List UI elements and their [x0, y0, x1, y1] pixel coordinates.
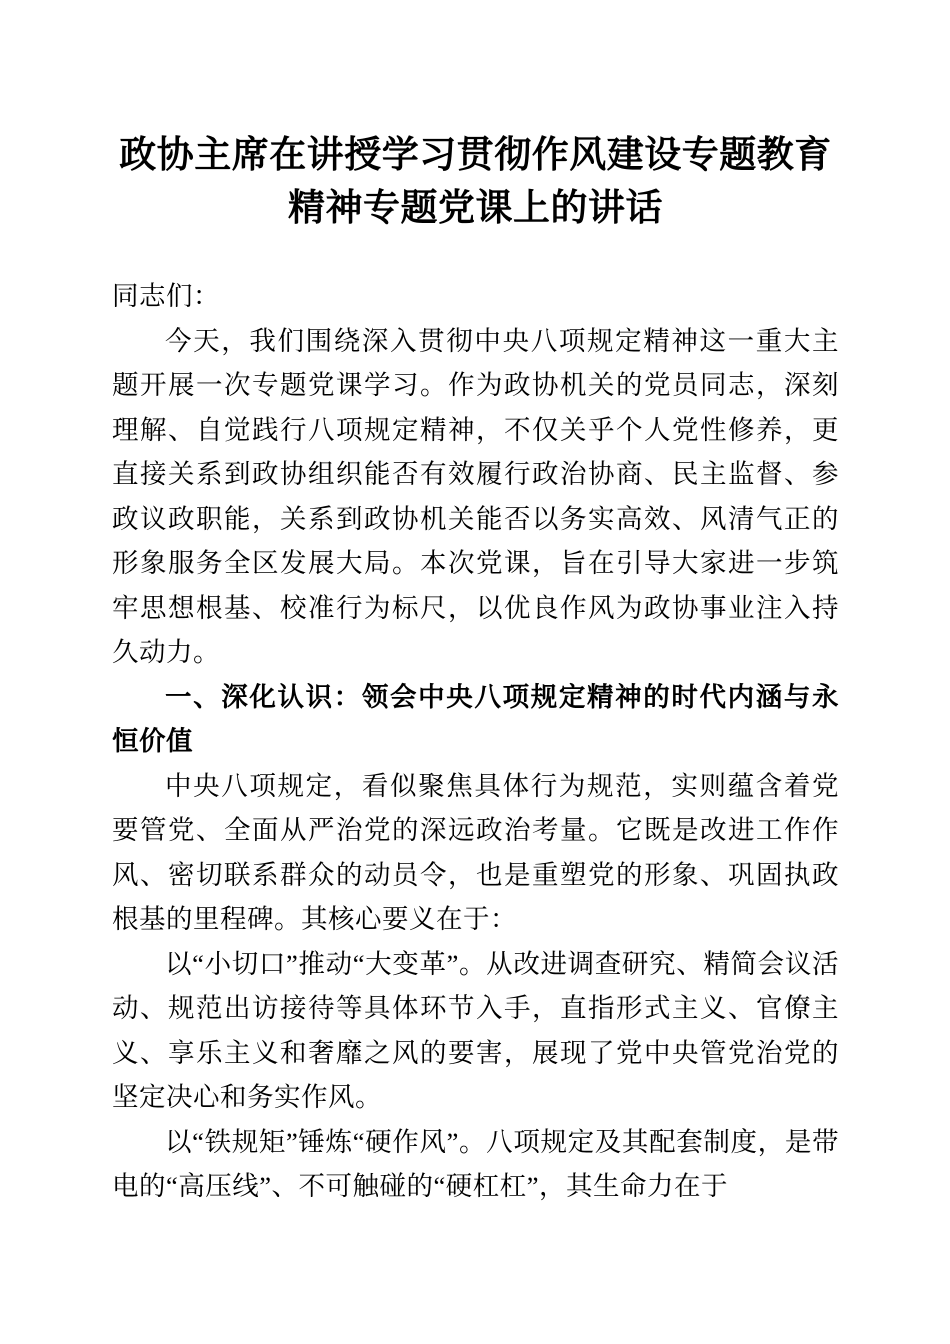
paragraph-intro: 今天，我们围绕深入贯彻中央八项规定精神这一重大主题开展一次专题党课学习。作为政协机关的党员同志，深刻理解、自觉践行八项规定精神，不仅关乎个人党性修养，更直接关系到政协组织能否有效履行政治协商、民主监督、参政议政职能，关系到政协机关能否以务实高效、风清气正的形象服务全区发展大局。本次党课，旨在引导大家进一步筑牢思想根基、校准行为标尺，以优良作风为政协事业注入持久动力。: [112, 325, 839, 667]
paragraph-iron-rules: 以“铁规矩”锤炼“硬作风”。八项规定及其配套制度，是带电的“高压线”、不可触碰的“硬杠杠”，其生命力在于: [112, 1126, 839, 1201]
paragraph-core-meaning: 中央八项规定，看似聚焦具体行为规范，实则蕴含着党要管党、全面从严治党的深远政治考量。它既是改进工作作风、密切联系群众的动员令，也是重塑党的形象、巩固执政根基的里程碑。其核心要义在于：: [112, 770, 839, 934]
paragraph-small-incision: 以“小切口”推动“大变革”。从改进调查研究、精简会议活动、规范出访接待等具体环节入手，直指形式主义、官僚主义、享乐主义和奢靡之风的要害，展现了党中央管党治党的坚定决心和务实作风。: [112, 948, 839, 1112]
section-heading-1: 一、深化认识：领会中央八项规定精神的时代内涵与永恒价值: [112, 681, 839, 756]
salutation-line: 同志们：: [112, 281, 220, 311]
document-title: 政协主席在讲授学习贯彻作风建设专题教育精神专题党课上的讲话: [119, 135, 832, 229]
